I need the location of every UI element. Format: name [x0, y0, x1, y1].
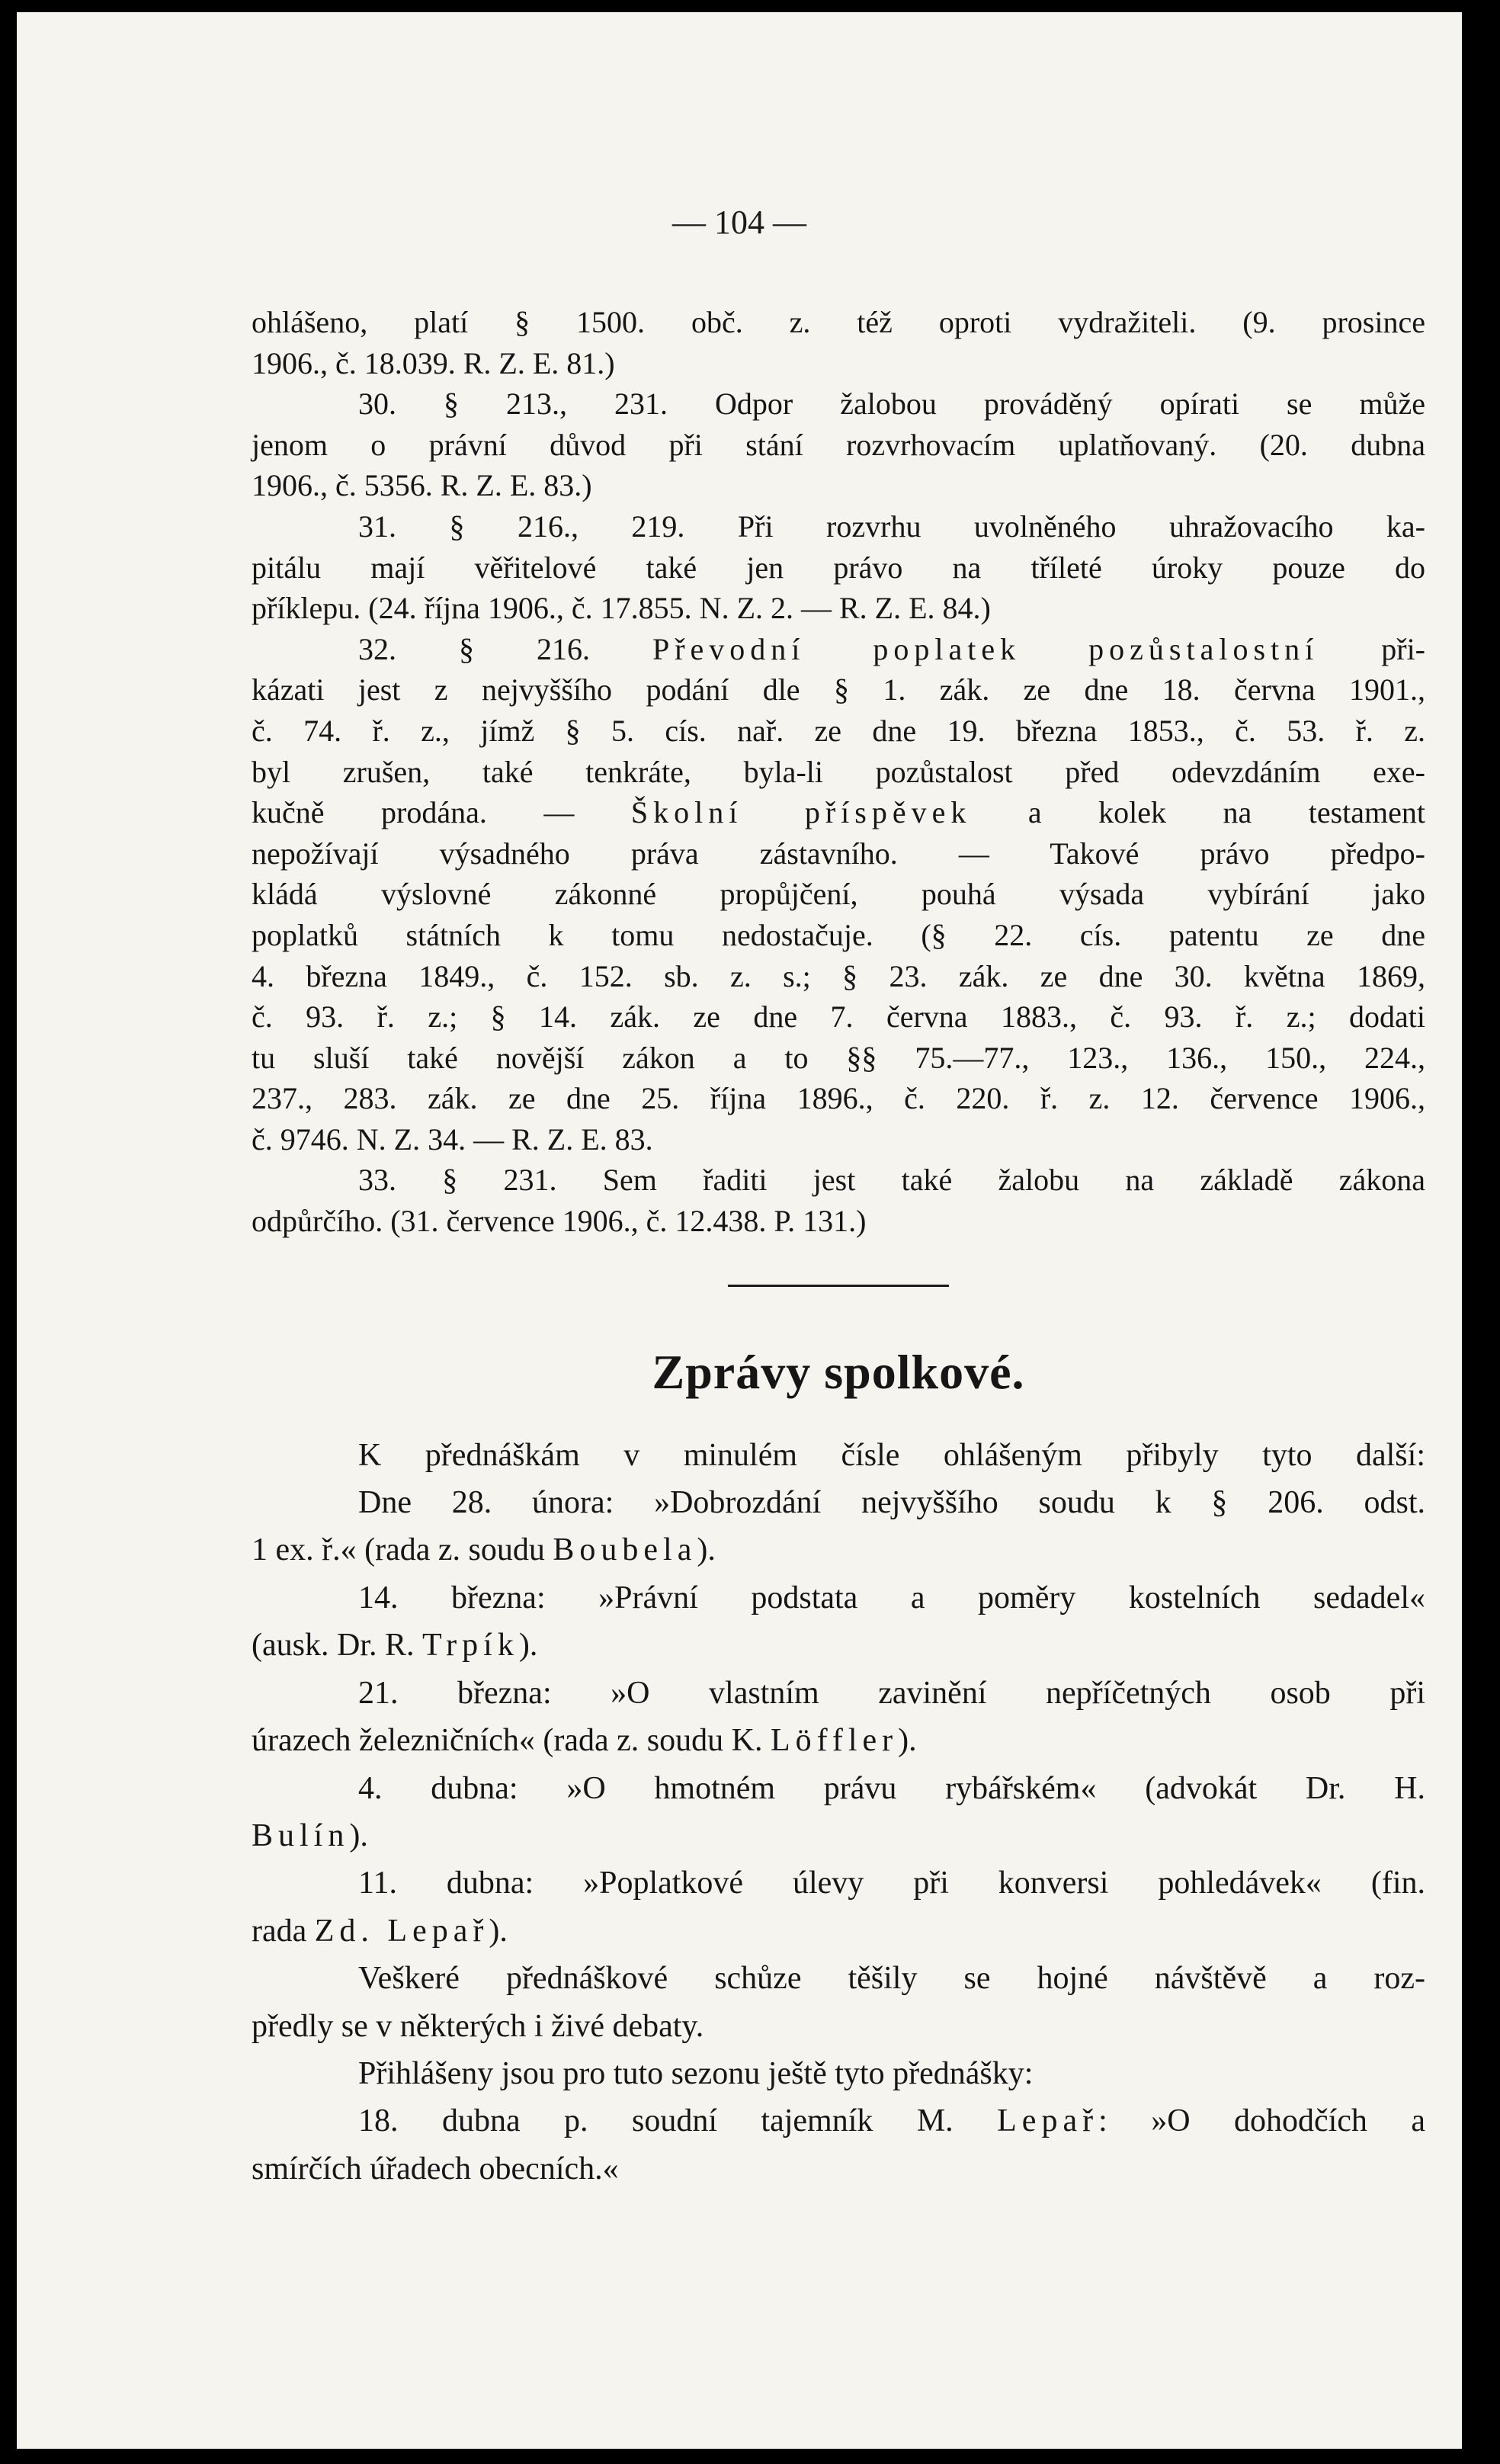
text-line	[252, 1574, 1425, 1622]
text-line	[252, 874, 1425, 915]
text-segment: Dne 28. února: »Dobrozdání nejvyššího soudu k § 206. odst.	[358, 1485, 1425, 1521]
text-line	[252, 1160, 1425, 1201]
text-segment: 4. března 1849., č. 152. sb. z. s.; § 23. zák. ze dne 30. května 1869,	[252, 958, 1425, 993]
text-line	[252, 956, 1425, 997]
text-segment: č. 9746. N. Z. 34. — R. Z. E. 83.	[252, 1121, 653, 1157]
text-segment: 30. § 213., 231. Odpor žalobou prováděný opírati se může	[358, 387, 1425, 422]
text-line	[252, 1717, 1425, 1764]
text-line	[252, 588, 1425, 629]
text-line	[252, 383, 1425, 425]
text-line	[252, 711, 1425, 752]
text-segment: 14. března: »Právní podstata a poměry kostelních sedadel«	[358, 1580, 1425, 1615]
text-segment: 237., 283. zák. ze dne 25. října 1896., č. 220. ř. z. 12. července 1906.,	[252, 1081, 1425, 1116]
text-segment: K přednáškám v minulém čísle ohlášeným přibyly tyto další:	[358, 1437, 1425, 1473]
section-heading: Zprávy spolkové.	[652, 1344, 1025, 1399]
text-line	[252, 792, 1425, 833]
spaced-emphasis-text: Löffler	[770, 1723, 899, 1759]
text-segment: (ausk. Dr. R.	[252, 1628, 422, 1664]
text-line	[252, 2050, 1425, 2097]
text-block	[252, 302, 1425, 2193]
text-segment: 4. dubna: »O hmotném právu rybářském« (advokát Dr. H.	[358, 1770, 1425, 1806]
text-segment: kládá výslovné zákonné propůjčení, pouhá výsada vybírání jako	[252, 877, 1425, 912]
text-line	[252, 2097, 1425, 2145]
text-line	[252, 547, 1425, 589]
text-segment: Veškeré přednáškové schůze těšily se hojné návštěvě a roz-	[358, 1961, 1425, 1997]
text-line	[252, 343, 1425, 384]
text-line	[252, 2003, 1425, 2050]
text-segment: pitálu mají věřitelové také jen právo na tříleté úroky pouze do	[252, 550, 1425, 585]
spaced-emphasis-text: Bulín	[252, 1818, 350, 1853]
text-segment: nepožívají výsadného práva zástavního. — Takové právo předpo-	[252, 836, 1425, 871]
text-line	[252, 629, 1425, 670]
spaced-emphasis-text: Zd. Lepař	[314, 1913, 489, 1949]
spaced-emphasis-text: Boubela	[553, 1532, 697, 1568]
text-segment: 21. března: »O vlastním zavinění nepříčetných osob při	[358, 1675, 1425, 1711]
text-segment: 32. § 216.	[358, 631, 652, 666]
text-segment: 33. § 231. Sem řaditi jest také žalobu na základě zákona	[358, 1163, 1425, 1198]
section-divider	[728, 1285, 949, 1287]
text-segment: úrazech železničních« (rada z. soudu K.	[252, 1723, 771, 1759]
text-segment: a kolek na testament	[971, 795, 1425, 830]
text-segment: 1906., č. 5356. R. Z. E. 83.)	[252, 468, 592, 503]
spaced-emphasis-text: Školní příspěvek	[630, 795, 972, 830]
spaced-emphasis-text: Převodní poplatek pozůstalostní	[652, 631, 1319, 666]
text-segment: ).	[697, 1532, 716, 1568]
text-line	[252, 1432, 1425, 1479]
text-segment: jenom o právní důvod při stání rozvrhovacím uplatňovaný. (20. dubna	[252, 427, 1425, 462]
text-line	[252, 1670, 1425, 1717]
text-line	[252, 1859, 1425, 1907]
text-line	[252, 1907, 1425, 1955]
text-line	[252, 1765, 1425, 1812]
text-line	[252, 425, 1425, 466]
text-segment: poplatků státních k tomu nedostačuje. (§ 22. cís. patentu ze dne	[252, 917, 1425, 952]
text-line	[252, 1622, 1425, 1669]
text-segment: ).	[489, 1913, 508, 1949]
text-segment: kučně prodána. —	[252, 795, 631, 830]
text-segment: 18. dubna p. soudní tajemník M.	[358, 2103, 998, 2139]
text-segment: tu sluší také novější zákon a to §§ 75.—77., 123., 136., 150., 224.,	[252, 1040, 1425, 1075]
text-segment: předly se v některých i živé debaty.	[252, 2008, 704, 2044]
book-page	[17, 12, 1462, 2449]
text-segment: byl zrušen, také tenkráte, byla-li pozůstalost před odevzdáním exe-	[252, 754, 1425, 789]
text-line	[252, 465, 1425, 506]
text-segment: 31. § 216., 219. Při rozvrhu uvolněného uhražovacího ka-	[358, 509, 1425, 544]
text-line	[252, 669, 1425, 711]
text-segment: ).	[898, 1723, 917, 1759]
text-line	[252, 1526, 1425, 1574]
text-line	[252, 2145, 1425, 2193]
text-line	[252, 1955, 1425, 2002]
spaced-emphasis-text: Trpík	[422, 1628, 519, 1664]
text-segment: ohlášeno, platí § 1500. obč. z. též oproti vydražiteli. (9. prosince	[252, 305, 1425, 339]
text-segment: kázati jest z nejvyššího podání dle § 1. zák. ze dne 18. června 1901.,	[252, 672, 1425, 707]
text-segment: ).	[518, 1628, 538, 1664]
text-segment: ).	[349, 1818, 368, 1853]
page-number: — 104 —	[672, 204, 806, 241]
legal-notes	[252, 302, 1425, 1242]
text-segment: příklepu. (24. října 1906., č. 17.855. N. Z. 2. — R. Z. E. 84.)	[252, 591, 991, 626]
text-segment: : »O dohodčích a	[1098, 2103, 1426, 2139]
spaced-emphasis-text: Lepař	[997, 2103, 1099, 2139]
text-line	[252, 1119, 1425, 1160]
society-news	[252, 1432, 1425, 2193]
text-line	[252, 1812, 1425, 1859]
text-segment: při-	[1319, 631, 1425, 666]
text-line	[252, 506, 1425, 547]
text-line	[252, 1038, 1425, 1079]
text-segment: odpůrčího. (31. července 1906., č. 12.438. P. 131.)	[252, 1204, 867, 1239]
text-line	[252, 1479, 1425, 1526]
text-line	[252, 1078, 1425, 1119]
text-segment: č. 74. ř. z., jímž § 5. cís. nař. ze dne 19. března 1853., č. 53. ř. z.	[252, 713, 1425, 748]
text-line	[252, 833, 1425, 874]
text-line	[252, 915, 1425, 956]
text-segment: rada	[252, 1913, 315, 1949]
text-segment: smírčích úřadech obecních.«	[252, 2151, 619, 2186]
text-line	[252, 1201, 1425, 1242]
text-segment: Přihlášeny jsou pro tuto sezonu ještě tyto přednášky:	[358, 2055, 1034, 2091]
text-segment: 11. dubna: »Poplatkové úlevy při konversi pohledávek« (fin.	[358, 1866, 1425, 1901]
text-line	[252, 996, 1425, 1038]
text-segment: 1906., č. 18.039. R. Z. E. 81.)	[252, 345, 615, 380]
text-line	[252, 302, 1425, 343]
text-segment: č. 93. ř. z.; § 14. zák. ze dne 7. června 1883., č. 93. ř. z.; dodati	[252, 999, 1425, 1035]
text-line	[252, 752, 1425, 793]
text-segment: 1 ex. ř.« (rada z. soudu	[252, 1532, 553, 1568]
